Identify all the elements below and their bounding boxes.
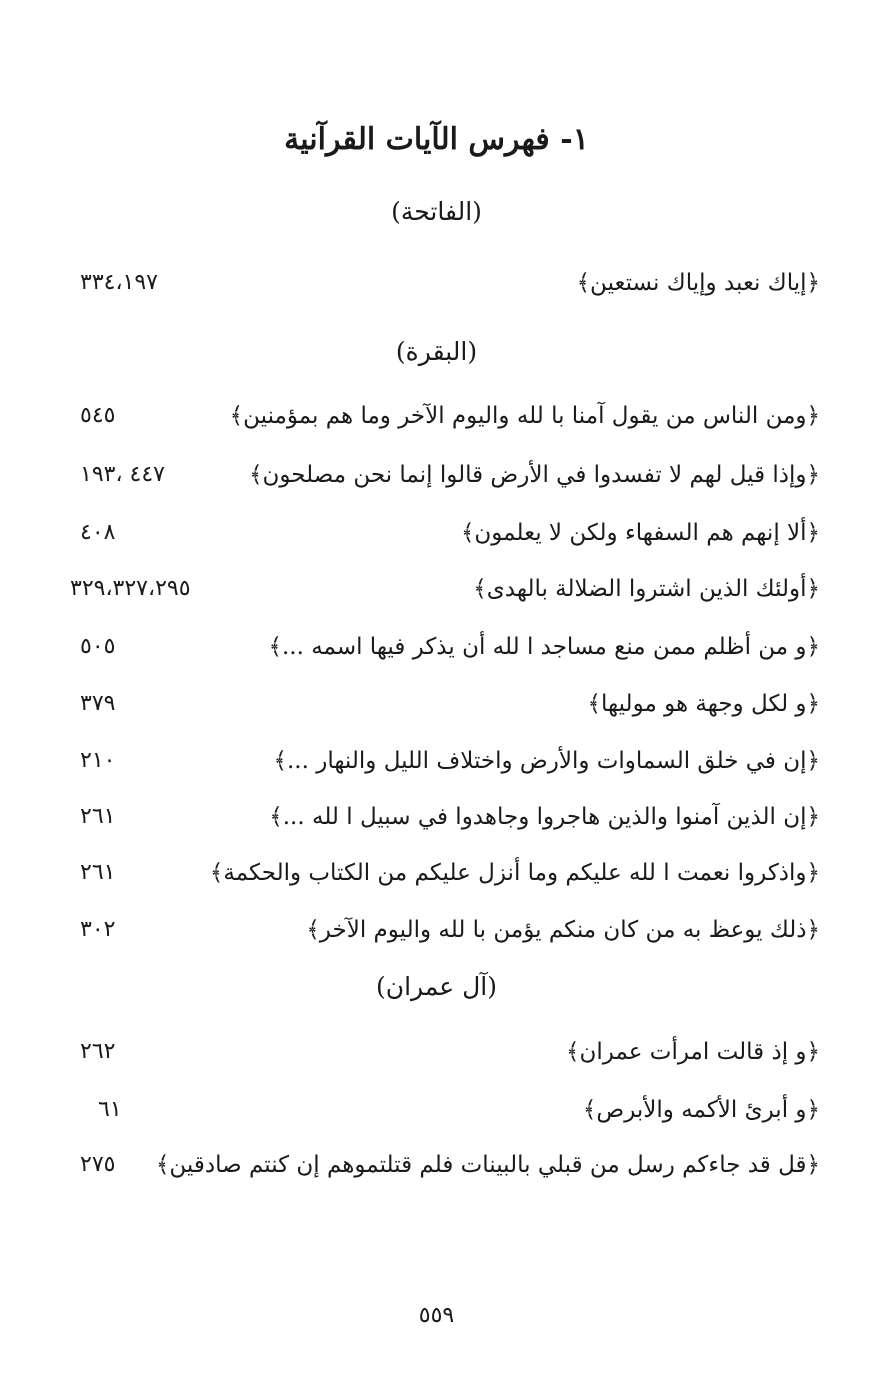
verse-entry <box>70 513 820 553</box>
verse-text: ﴿و إذ قالت امرأت عمران﴾ <box>566 1039 820 1065</box>
page-references: ٣٢٩،٣٢٧،٢٩٥ <box>70 576 191 601</box>
verse-text: ﴿و من أظلم ممن منع مساجد ا لله أن يذكر فيها اسمه ...﴾ <box>268 634 820 660</box>
verse-text: ﴿قل قد جاءكم رسل من قبلي بالبينات فلم قتلتموهم إن كنتم صادقين﴾ <box>155 1152 820 1178</box>
verse-text: ﴿ومن الناس من يقول آمنا با لله واليوم الآخر وما هم بمؤمنين﴾ <box>229 403 820 429</box>
verse-entry <box>70 627 820 667</box>
page-references: ٤٤٧ ،١٩٣ <box>80 462 165 487</box>
page-title: ١- فهرس الآيات القرآنية <box>284 122 589 157</box>
verse-entry <box>70 797 820 837</box>
page-references: ٢١٠ <box>80 748 116 773</box>
verse-text: ﴿أولئك الذين اشتروا الضلالة بالهدى﴾ <box>473 576 820 602</box>
verse-text: ﴿إن في خلق السماوات والأرض واختلاف الليل والنهار ...﴾ <box>273 748 820 774</box>
page-references: ٥٠٥ <box>80 634 116 659</box>
verse-entry <box>70 741 820 781</box>
page-references: ٣٣٤،١٩٧ <box>80 270 158 295</box>
verse-entry <box>70 684 820 724</box>
page-references: ٣٧٩ <box>80 691 116 716</box>
surah-heading-al-fatiha: (الفاتحة) <box>391 197 482 226</box>
verse-entry <box>70 910 820 950</box>
page-references: ٥٤٥ <box>80 403 116 428</box>
verse-text: ﴿و أبرئ الأكمه والأبرص﴾ <box>582 1097 820 1123</box>
verse-entry <box>70 853 820 893</box>
page-references: ٢٦١ <box>80 860 116 885</box>
verse-entry <box>70 1090 820 1130</box>
page-references: ٢٧٥ <box>80 1152 116 1177</box>
verse-entry <box>70 1032 820 1072</box>
surah-heading-al-imran: (آل عمران) <box>375 972 498 1001</box>
verse-text: ﴿وإذا قيل لهم لا تفسدوا في الأرض قالوا إنما نحن مصلحون﴾ <box>249 462 820 488</box>
verse-text: ﴿و لكل وجهة هو موليها﴾ <box>587 691 820 717</box>
page-references: ٢٦١ <box>80 804 116 829</box>
verse-text: ﴿واذكروا نعمت ا لله عليكم وما أنزل عليكم من الكتاب والحكمة﴾ <box>209 860 820 886</box>
verse-entry <box>70 1145 820 1185</box>
page-references: ٦١ <box>98 1097 122 1122</box>
page-references: ٢٦٢ <box>80 1039 116 1064</box>
page-references: ٤٠٨ <box>80 520 116 545</box>
verse-entry <box>70 455 820 495</box>
verse-entry <box>70 569 820 609</box>
verse-entry <box>70 263 820 303</box>
page-references: ٣٠٢ <box>80 917 116 942</box>
verse-text: ﴿ذلك يوعظ به من كان منكم يؤمن با لله واليوم الآخر﴾ <box>306 917 820 943</box>
page-number: ٥٥٩ <box>418 1303 455 1328</box>
verse-text: ﴿إياك نعبد وإياك نستعين﴾ <box>576 270 820 296</box>
surah-heading-al-baqara: (البقرة) <box>395 337 478 366</box>
verse-text: ﴿ألا إنهم هم السفهاء ولكن لا يعلمون﴾ <box>460 520 820 546</box>
verse-entry <box>70 396 820 436</box>
verse-text: ﴿إن الذين آمنوا والذين هاجروا وجاهدوا في سبيل ا لله ...﴾ <box>269 804 820 830</box>
